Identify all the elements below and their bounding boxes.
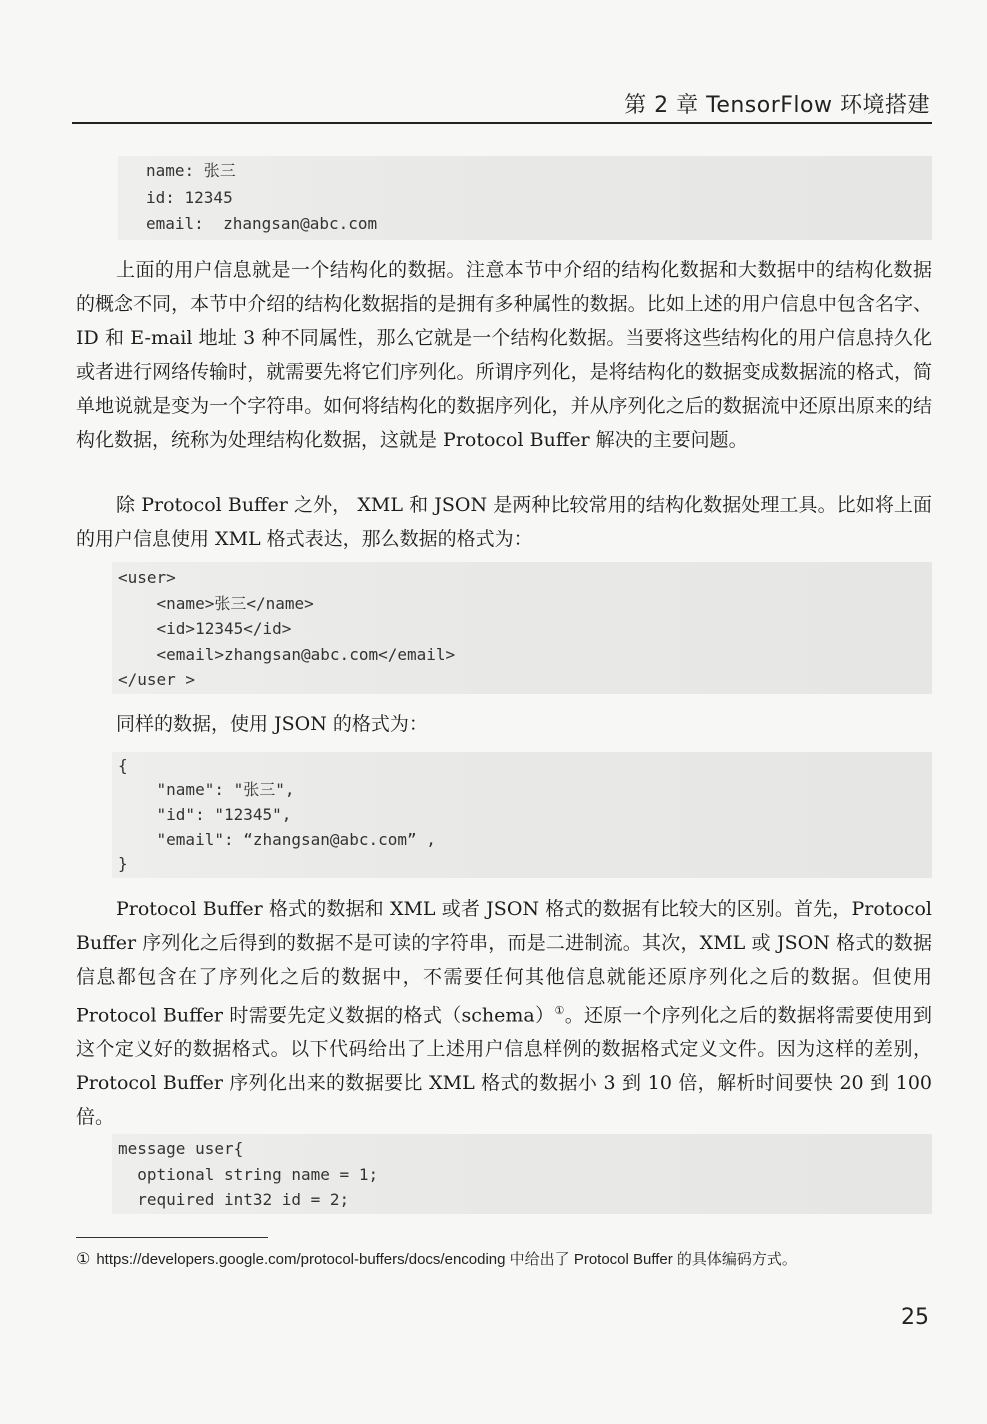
code-line: "id": "12345", <box>118 805 292 824</box>
code-line: </user > <box>118 670 196 689</box>
footnote-mark: ① <box>76 1251 91 1268</box>
code-line: message user{ <box>118 1139 244 1158</box>
code-line: <name>张三</name> <box>118 594 314 613</box>
footnote <box>76 1246 936 1274</box>
paragraph-structured-data: 上面的用户信息就是一个结构化的数据。注意本节中介绍的结构化数据和大数据中的结构化数据的概念不同，本节中介绍的结构化数据指的是拥有多种属性的数据。比如上述的用户信息中包含名字、ID 和 E-mail 地址 3 种不同属性，那么它就是一个结构化数据。当要将这些结构化的用户信息持久化或者进行网络传输时，就需要先将它们序列化。所谓序列化，是将结构化的数据变成数据流的格式，简单地说就是变为一个字符串。如何将结构化的数据序列化，并从序列化之后的数据流中还原出原来的结构化数据，统称为处理结构化数据，这就是 Protocol Buffer 解决的主要问题。 <box>76 259 932 451</box>
code-block-user-info <box>118 156 932 240</box>
chapter-title: 第 2 章 TensorFlow 环境搭建 <box>624 93 930 118</box>
paragraph-protocol-buffer-difference <box>76 892 932 1134</box>
code-line: required int32 id = 2; <box>118 1190 350 1209</box>
page-number: 25 <box>901 1305 929 1330</box>
footnote-reference[interactable]: ① <box>554 1004 565 1017</box>
paragraph-text: 。还原一个序列化之后的数据将需要使用到这个定义好的数据格式。以下代码给出了上述用户信息样例的数据格式定义文件。因为这样的差别，Protocol Buffer 序列化出来的数据要比 XML 格式的数据小 3 到 10 倍，解析时间要快 20 到 100 倍。 <box>76 1004 932 1129</box>
code-block-xml <box>112 562 932 694</box>
code-line: id: 12345 <box>146 188 233 207</box>
footnote-text: https://developers.google.com/protocol-buffers/docs/encoding 中给出了 Protocol Buffer 的具体编码方式。 <box>96 1251 797 1268</box>
paragraph-text: Protocol Buffer 格式的数据和 XML 或者 JSON 格式的数据有比较大的区别。首先，Protocol Buffer 序列化之后得到的数据不是可读的字符串，而是二进制流。其次，XML 或 JSON 格式的数据信息都包含在了序列化之后的数据中，不需要任何其他信息就能还原序列化之后的数据。但使用 Protocol Buffer 时需要先定义数据的格式（schema） <box>76 898 932 1027</box>
code-line: optional string name = 1; <box>118 1165 379 1184</box>
code-line: <user> <box>118 568 176 587</box>
code-line: } <box>118 854 128 873</box>
code-line: name: 张三 <box>146 161 236 180</box>
code-line: { <box>118 756 128 775</box>
code-line: <id>12345</id> <box>118 619 292 638</box>
footnote-divider <box>76 1237 268 1238</box>
running-header <box>72 86 932 124</box>
paragraph-json-intro: 同样的数据，使用 JSON 的格式为： <box>116 713 428 735</box>
code-line: "name": "张三", <box>118 780 295 799</box>
code-line: <email>zhangsan@abc.com</email> <box>118 645 456 664</box>
code-line: email: zhangsan@abc.com <box>146 214 378 233</box>
code-block-proto <box>112 1134 932 1214</box>
code-line: "email": “zhangsan@abc.com” , <box>118 830 436 849</box>
code-block-json <box>112 752 932 878</box>
paragraph-xml-json-intro: 除 Protocol Buffer 之外， XML 和 JSON 是两种比较常用的结构化数据处理工具。比如将上面的用户信息使用 XML 格式表达，那么数据的格式为： <box>76 494 932 550</box>
